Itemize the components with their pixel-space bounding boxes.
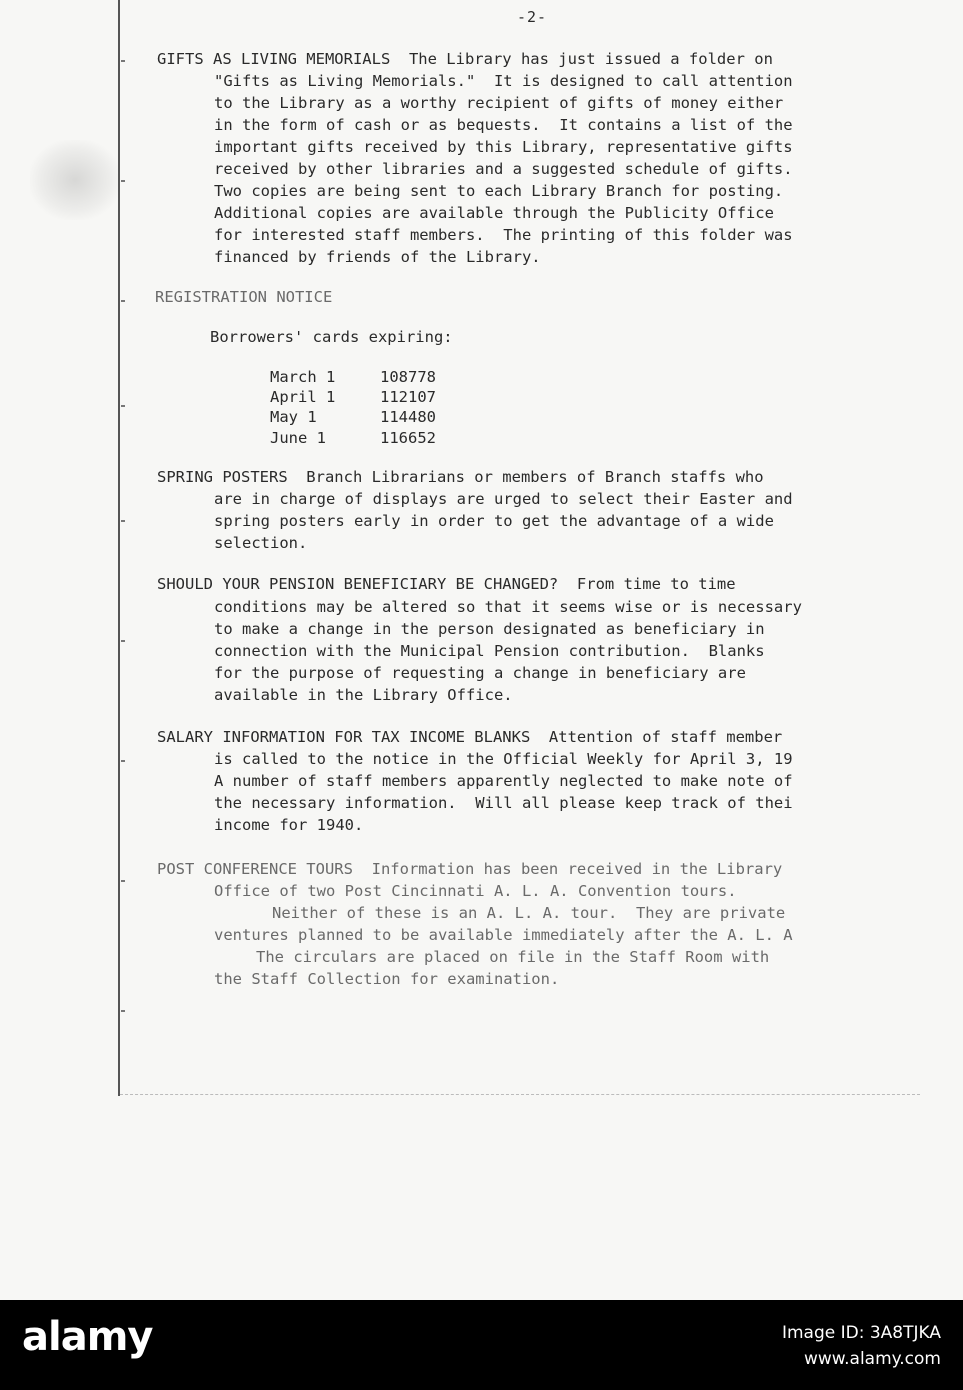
section-line: the Staff Collection for examination. <box>214 970 560 988</box>
section-heading: REGISTRATION NOTICE <box>155 288 333 306</box>
margin-tick <box>121 180 125 182</box>
section-line: is called to the notice in the Official Weekly for April 3, 19 <box>214 750 793 768</box>
registration-intro: Borrowers' cards expiring: <box>210 328 453 346</box>
section-line: Additional copies are available through the Publicity Office <box>214 204 774 222</box>
footer-info <box>782 1320 941 1373</box>
table-row-date: April 1 <box>270 388 336 406</box>
section-line: for interested staff members. The printing of this folder was <box>214 226 793 244</box>
section-line: important gifts received by this Library, representative gifts <box>214 138 793 156</box>
margin-tick <box>121 640 125 642</box>
bottom-rule <box>120 1094 920 1095</box>
table-row-date: March 1 <box>270 368 336 386</box>
section-line: SHOULD YOUR PENSION BENEFICIARY BE CHANGED? From time to time <box>157 575 736 593</box>
table-row-date: May 1 <box>270 408 317 426</box>
section-line: income for 1940. <box>214 816 364 834</box>
page-number: -2- <box>517 8 548 26</box>
table-row-number: 114480 <box>380 408 436 426</box>
alamy-logo: alamy <box>22 1314 153 1360</box>
section-line: available in the Library Office. <box>214 686 513 704</box>
section-line: SALARY INFORMATION FOR TAX INCOME BLANKS Attention of staff member <box>157 728 783 746</box>
section-line: the necessary information. Will all please keep track of thei <box>214 794 793 812</box>
section-line: connection with the Municipal Pension contribution. Blanks <box>214 642 765 660</box>
margin-tick <box>121 520 125 522</box>
section-line: POST CONFERENCE TOURS Information has been received in the Library <box>157 860 783 878</box>
section-line: The circulars are placed on file in the Staff Room with <box>256 948 770 966</box>
section-line: in the form of cash or as bequests. It contains a list of the <box>214 116 793 134</box>
margin-tick <box>121 405 125 407</box>
margin-tick <box>121 300 125 302</box>
margin-tick <box>121 1010 125 1012</box>
section-line: to the Library as a worthy recipient of gifts of money either <box>214 94 784 112</box>
margin-line <box>118 0 120 1096</box>
site-url-text: www.alamy.com <box>803 1349 941 1370</box>
table-row-number: 112107 <box>380 388 436 406</box>
section-line: Neither of these is an A. L. A. tour. They are private <box>272 904 786 922</box>
section-line: GIFTS AS LIVING MEMORIALS The Library has just issued a folder on <box>157 50 773 68</box>
section-line: "Gifts as Living Memorials." It is designed to call attention <box>214 72 793 90</box>
margin-tick <box>121 60 125 62</box>
table-row-date: June 1 <box>270 429 326 447</box>
section-line: for the purpose of requesting a change in beneficiary are <box>214 664 746 682</box>
image-id-text: Image ID: 3A8TJKA <box>781 1323 941 1343</box>
watermark-footer <box>0 1300 963 1390</box>
section-line: are in charge of displays are urged to select their Easter and <box>214 490 793 508</box>
section-line: Office of two Post Cincinnati A. L. A. Convention tours. <box>214 882 737 900</box>
section-line: ventures planned to be available immediately after the A. L. A <box>214 926 793 944</box>
section-line: A number of staff members apparently neglected to make note of <box>214 772 793 790</box>
section-line: spring posters early in order to get the advantage of a wide <box>214 512 774 530</box>
section-line: selection. <box>214 534 308 552</box>
section-line: to make a change in the person designated as beneficiary in <box>214 620 765 638</box>
paper-smudge <box>30 140 120 220</box>
table-row-number: 108778 <box>380 368 436 386</box>
section-line: SPRING POSTERS Branch Librarians or members of Branch staffs who <box>157 468 764 486</box>
margin-tick <box>121 880 125 882</box>
section-line: received by other libraries and a suggested schedule of gifts. <box>214 160 793 178</box>
section-line: financed by friends of the Library. <box>214 248 541 266</box>
table-row-number: 116652 <box>380 429 436 447</box>
section-line: conditions may be altered so that it seems wise or is necessary <box>214 598 802 616</box>
section-line: Two copies are being sent to each Library Branch for posting. <box>214 182 784 200</box>
margin-tick <box>121 760 125 762</box>
